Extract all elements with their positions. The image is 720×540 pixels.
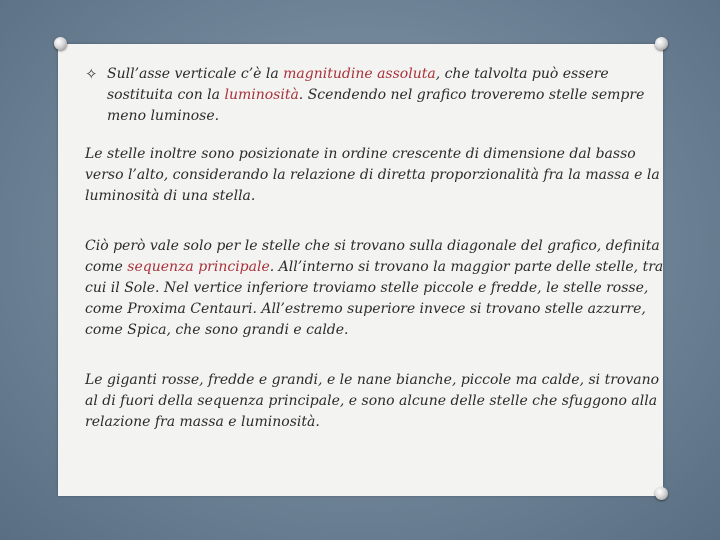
highlight-luminosita: luminosità <box>224 87 299 103</box>
bullet-text-part: , che talvolta può essere sostituita con la <box>107 66 609 103</box>
slide-content <box>85 64 665 433</box>
bullet-item <box>85 64 665 127</box>
paragraph-main-sequence <box>85 236 665 341</box>
paragraph-dimension: Le stelle inoltre sono posizionate in ordine crescente di dimensione dal basso verso l’alto, considerando la relazione di diretta proporzionalità fra la massa e la luminosità di una stella. <box>85 146 660 204</box>
bullet-text-part: . Scendendo nel grafico troveremo stelle sempre meno luminose. <box>107 87 645 124</box>
bullet-text <box>107 64 665 127</box>
paragraph-text-part: Ciò però vale solo per le stelle che si trovano sulla diagonale del grafico, definita come <box>85 238 660 275</box>
pin-icon <box>655 37 668 50</box>
four-pointed-star-icon: ✧ <box>85 65 98 83</box>
highlight-magnitudine: magnitudine assoluta <box>283 66 436 82</box>
bullet-text-part: Sull’asse verticale c’è la <box>107 66 284 82</box>
paragraph-text-part: . All’interno si trovano la maggior parte delle stelle, tra cui il Sole. Nel vertice inferiore troviamo stelle piccole e fredde, le stelle rosse, come Proxima Centauri. All’estremo superiore invece si trovano stelle azzurre, come Spica, che sono grandi e calde. <box>85 259 664 338</box>
paragraph-giants-dwarfs: Le giganti rosse, fredde e grandi, e le nane bianche, piccole ma calde, si trovano al di fuori della sequenza principale, e sono alcune delle stelle che sfuggono alla relazione fra massa e luminosità. <box>85 372 660 430</box>
pin-icon <box>54 37 67 50</box>
highlight-sequenza-principale: sequenza principale <box>127 259 270 275</box>
pin-icon <box>655 487 668 500</box>
